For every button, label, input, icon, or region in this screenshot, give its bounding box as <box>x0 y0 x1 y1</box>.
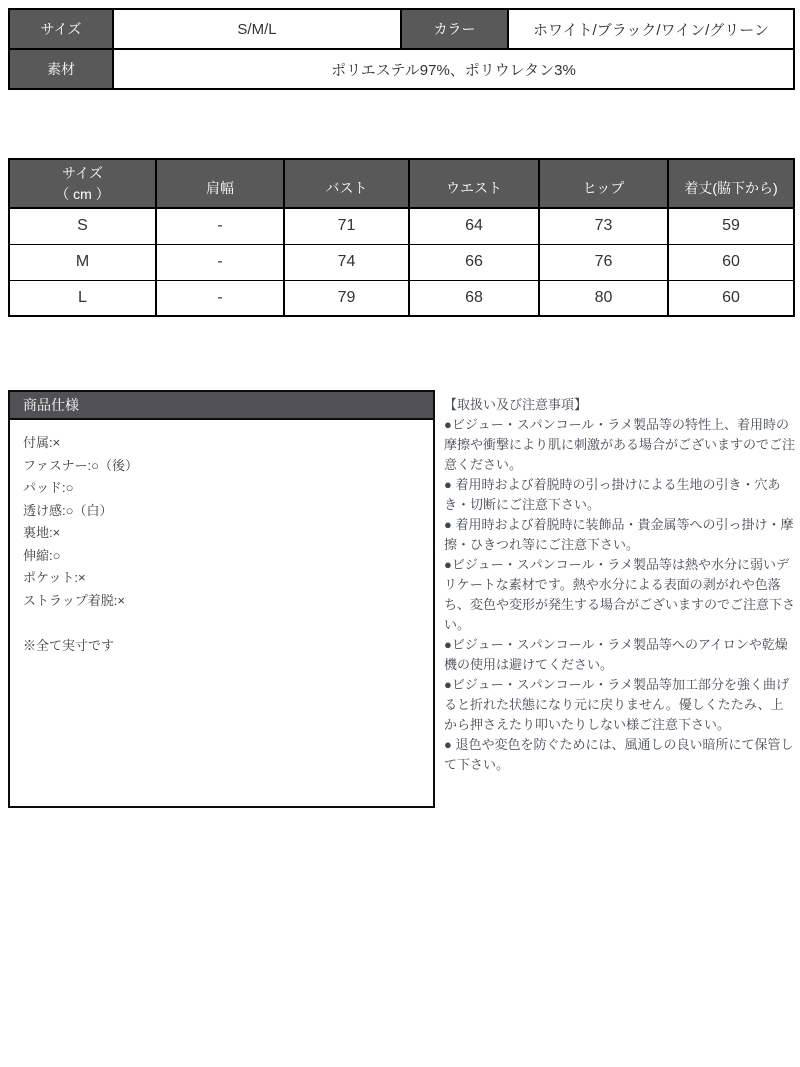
cell-size: L <box>9 280 156 316</box>
cell-length: 59 <box>668 208 794 244</box>
spec-item-strap: ストラップ着脱:× <box>23 592 125 608</box>
size-label-cell: サイズ <box>9 9 113 49</box>
table-row-l <box>9 280 794 316</box>
cell-waist: 64 <box>409 208 539 244</box>
care-note-bending: ●ビジュー・スパンコール・ラメ製品等加工部分を強く曲げると折れた状態になり元に戻りません。優しくたたみ、上から押さえたり叩いたりしない様ご注意下さい。 <box>444 677 789 732</box>
care-note-storage: ● 退色や変色を防ぐためには、風通しの良い暗所にて保管して下さい。 <box>444 737 794 772</box>
cell-waist: 68 <box>409 280 539 316</box>
spec-item-accessory: 付属:× <box>23 435 61 450</box>
care-note-heat-moisture: ●ビジュー・スパンコール・ラメ製品等は熱や水分に弱いデリケートな素材です。熱や水分による表面の剥がれや色落ち、変色や変形が発生する場合がございますのでご注意下さい。 <box>444 557 796 632</box>
care-note-iron-dryer: ●ビジュー・スパンコール・ラメ製品等へのアイロンや乾燥機の使用は避けてください。 <box>444 637 788 672</box>
material-value-cell: ポリエステル97%、ポリウレタン3% <box>113 49 794 89</box>
spec-item-pocket: ポケット:× <box>23 570 86 585</box>
spec-item-lining: 裏地:× <box>23 525 61 540</box>
spec-item-fastener: ファスナー:○（後） <box>23 457 138 473</box>
spec-item-stretch: 伸縮:○ <box>23 547 61 563</box>
size-value-cell: S/M/L <box>113 9 401 49</box>
info-row-size-color <box>9 9 794 49</box>
cell-hip: 76 <box>539 244 668 280</box>
col-header-shoulder: 肩幅 <box>156 159 284 208</box>
material-label-cell: 素材 <box>9 49 113 89</box>
care-note-friction: ●ビジュー・スパンコール・ラメ製品等の特性上、着用時の摩擦や衝撃により肌に刺激がある場合がございますのでご注意ください。 <box>444 417 796 472</box>
spec-note: ※全て実寸です <box>23 637 115 653</box>
cell-length: 60 <box>668 244 794 280</box>
cell-length: 60 <box>668 280 794 316</box>
care-notes <box>444 395 796 775</box>
col-header-bust: バスト <box>284 159 409 208</box>
table-row-s <box>9 208 794 244</box>
color-value-cell: ホワイト/ブラック/ワイン/グリーン <box>508 9 794 49</box>
spec-panel-body <box>10 420 433 669</box>
col-header-hip: ヒップ <box>539 159 668 208</box>
size-chart-table <box>8 158 795 317</box>
col-header-size-cm <box>9 159 156 208</box>
col-header-size-line2: （ cm ） <box>55 185 110 202</box>
spec-item-pad: パッド:○ <box>23 480 74 495</box>
col-header-length: 着丈(脇下から) <box>668 159 794 208</box>
cell-size: S <box>9 208 156 244</box>
cell-shoulder: - <box>156 280 284 316</box>
spec-panel <box>8 390 435 808</box>
cell-bust: 71 <box>284 208 409 244</box>
info-table <box>8 8 795 90</box>
spec-panel-title: 商品仕様 <box>10 392 433 420</box>
care-note-snag-jewelry: ● 着用時および着脱時に装飾品・貴金属等への引っ掛け・摩擦・ひきつれ等にご注意下さい。 <box>444 517 794 552</box>
cell-bust: 74 <box>284 244 409 280</box>
size-chart-header-row <box>9 159 794 208</box>
cell-hip: 80 <box>539 280 668 316</box>
cell-bust: 79 <box>284 280 409 316</box>
info-row-material <box>9 49 794 89</box>
table-row-m <box>9 244 794 280</box>
cell-shoulder: - <box>156 208 284 244</box>
cell-waist: 66 <box>409 244 539 280</box>
color-label-cell: カラー <box>401 9 508 49</box>
care-notes-title: 【取扱い及び注意事項】 <box>444 397 588 412</box>
col-header-waist: ウエスト <box>409 159 539 208</box>
cell-shoulder: - <box>156 244 284 280</box>
spec-item-sheerness: 透け感:○（白） <box>23 502 113 518</box>
cell-size: M <box>9 244 156 280</box>
cell-hip: 73 <box>539 208 668 244</box>
care-note-snag-fabric: ● 着用時および着脱時の引っ掛けによる生地の引き・穴あき・切断にご注意下さい。 <box>444 477 781 512</box>
col-header-size-line1: サイズ <box>62 164 103 181</box>
